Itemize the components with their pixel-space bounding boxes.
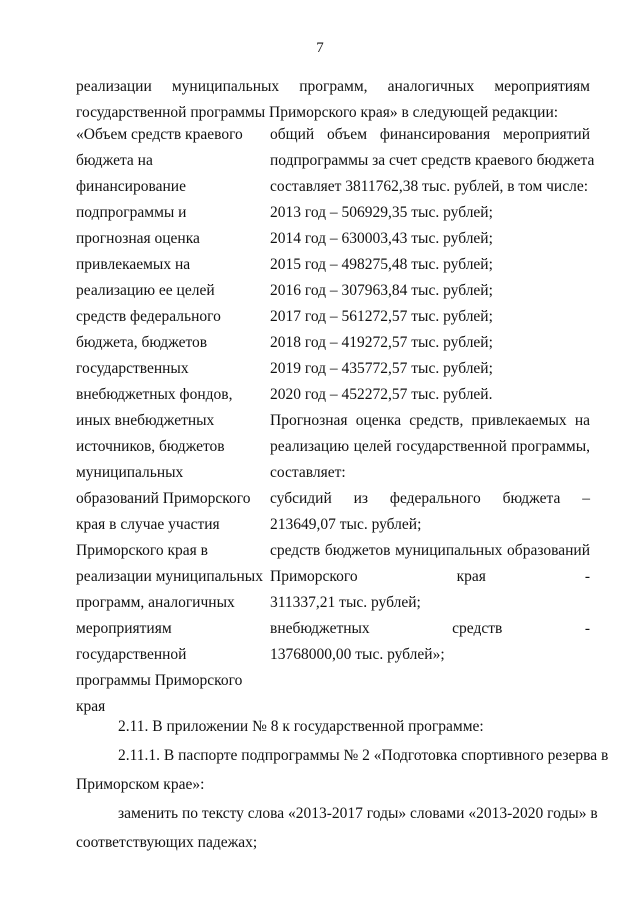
passport-label-line: программы Приморского bbox=[76, 672, 243, 689]
passport-label-line: средств федерального bbox=[76, 308, 221, 325]
passport-label-line: государственной bbox=[76, 646, 187, 663]
passport-label-line: реализацию ее целей bbox=[76, 282, 215, 299]
passport-value-line: 2014 год – 630003,43 тыс. рублей; bbox=[270, 230, 493, 247]
passport-value-line: 2013 год – 506929,35 тыс. рублей; bbox=[270, 204, 493, 221]
passport-value-line: средств бюджетов муниципальных образований bbox=[270, 542, 590, 559]
amendment-line: заменить по тексту слова «2013-2017 годы» словами «2013-2020 годы» в bbox=[118, 805, 598, 822]
passport-value-line: 2020 год – 452272,57 тыс. рублей. bbox=[270, 386, 493, 403]
passport-label-line: края bbox=[76, 698, 106, 715]
passport-label-line: подпрограммы и bbox=[76, 204, 187, 221]
passport-label-line: финансирование bbox=[76, 178, 186, 195]
page-number: 7 bbox=[316, 40, 324, 56]
passport-value-line: составляет 3811762,38 тыс. рублей, в том числе: bbox=[270, 178, 589, 195]
passport-value-column bbox=[270, 122, 595, 668]
amendment-line: Приморском крае»: bbox=[76, 776, 205, 793]
passport-value-line: общий объем финансирования мероприятий bbox=[270, 126, 590, 143]
passport-value-line: Прогнозная оценка средств, привлекаемых на bbox=[270, 412, 590, 429]
passport-label-line: бюджета на bbox=[76, 152, 153, 169]
passport-label-line: бюджета, бюджетов bbox=[76, 334, 208, 351]
passport-label-line: программ, аналогичных bbox=[76, 594, 235, 611]
amendment-paragraphs bbox=[76, 712, 609, 857]
passport-label-line: источников, бюджетов bbox=[76, 438, 225, 455]
intro-paragraph bbox=[76, 74, 590, 126]
passport-label-line: прогнозная оценка bbox=[76, 230, 200, 247]
passport-value-line: 13768000,00 тыс. рублей»; bbox=[270, 646, 445, 663]
passport-label-column bbox=[76, 122, 266, 720]
passport-value-line: 2018 год – 419272,57 тыс. рублей; bbox=[270, 334, 493, 351]
passport-value-line: подпрограммы за счет средств краевого бюджета bbox=[270, 152, 595, 169]
intro-line: государственной программы Приморского края» в следующей редакции: bbox=[76, 104, 559, 121]
passport-value-line: 2019 год – 435772,57 тыс. рублей; bbox=[270, 360, 493, 377]
passport-label-line: Приморского края в bbox=[76, 542, 208, 559]
passport-label-line: края в случае участия bbox=[76, 516, 220, 533]
amendment-line: соответствующих падежах; bbox=[76, 834, 258, 851]
amendment-line: 2.11.1. В паспорте подпрограммы № 2 «Подготовка спортивного резерва в bbox=[118, 747, 609, 764]
passport-label-line: государственных bbox=[76, 360, 189, 377]
passport-value-line: 2016 год – 307963,84 тыс. рублей; bbox=[270, 282, 493, 299]
passport-label-line: иных внебюджетных bbox=[76, 412, 215, 429]
passport-value-line: субсидий из федерального бюджета – bbox=[270, 490, 590, 507]
passport-value-line: 311337,21 тыс. рублей; bbox=[270, 594, 421, 611]
amendment-line: 2.11. В приложении № 8 к государственной программе: bbox=[118, 718, 484, 735]
passport-label-line: образований Приморского bbox=[76, 490, 251, 507]
passport-label-line: реализации муниципальных bbox=[76, 568, 263, 585]
passport-label-line: муниципальных bbox=[76, 464, 184, 481]
passport-value-line: 2015 год – 498275,48 тыс. рублей; bbox=[270, 256, 493, 273]
passport-label-line: привлекаемых на bbox=[76, 256, 191, 273]
passport-label-line: мероприятиям bbox=[76, 620, 172, 637]
passport-value-line: реализацию целей государственной программы, bbox=[270, 438, 590, 455]
intro-line: реализации муниципальных программ, аналогичных мероприятиям bbox=[76, 78, 590, 95]
passport-value-line: Приморского края - bbox=[270, 568, 590, 585]
passport-value-line: внебюджетных средств - bbox=[270, 620, 590, 637]
passport-label-line: внебюджетных фондов, bbox=[76, 386, 233, 403]
passport-value-line: 2017 год – 561272,57 тыс. рублей; bbox=[270, 308, 493, 325]
passport-label-line: «Объем средств краевого bbox=[76, 126, 243, 143]
passport-value-line: составляет: bbox=[270, 464, 346, 481]
passport-value-line: 213649,07 тыс. рублей; bbox=[270, 516, 422, 533]
